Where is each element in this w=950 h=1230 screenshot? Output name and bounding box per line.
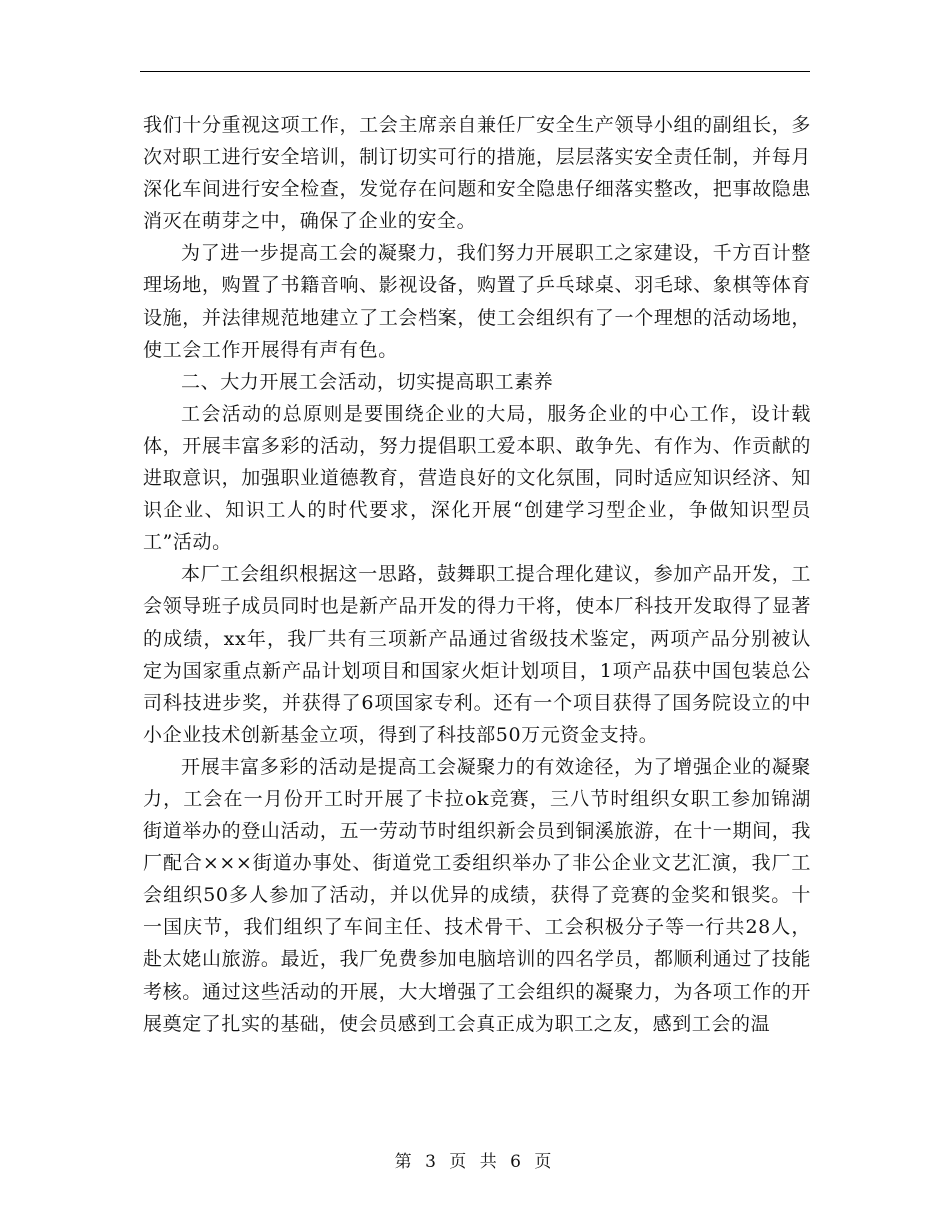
section-heading-union-activities: 二、大力开展工会活动，切实提高职工素养 <box>181 370 554 393</box>
header-rule <box>140 71 810 72</box>
paragraph-activity-principles: 工会活动的总原则是要围绕企业的大局，服务企业的中心工作，设计载体，开展丰富多彩的活动，努力提倡职工爱本职、敢争先、有作为、作贡献的进取意识，加强职业道德教育，营造良好的文化氛围，同时适应知识经济、知识企业、知识工人的时代要求，深化开展“创建学习型企业，争做知识型员工”活动。 <box>143 402 811 554</box>
paragraph-product-development: 本厂工会组织根据这一思路，鼓舞职工提合理化建议，参加产品开发，工会领导班子成员同时也是新产品开发的得力干将，使本厂科技开发取得了显著的成绩，xx年，我厂共有三项新产品通过省级技术鉴定，两项产品分别被认定为国家重点新产品计划项目和国家火炬计划项目，1项产品获中国包装总公司科技进步奖，并获得了6项国家专利。还有一个项目获得了国务院设立的中小企业技术创新基金立项，得到了科技部50万元资金支持。 <box>143 563 811 746</box>
paragraph-workers-home: 为了进一步提高工会的凝聚力，我们努力开展职工之家建设，千方百计整理场地，购置了书籍音响、影视设备，购置了乒乓球桌、羽毛球、象棋等体育设施，并法律规范地建立了工会档案，使工会组织有了一个理想的活动场地，使工会工作开展得有声有色。 <box>143 242 811 361</box>
paragraph-cultural-activities: 开展丰富多彩的活动是提高工会凝聚力的有效途径，为了增强企业的凝聚力，工会在一月份开工时开展了卡拉ok竞赛，三八节时组织女职工参加锦湖街道举办的登山活动，五一劳动节时组织新会员到铜溪旅游，在十一期间，我厂配合×××街道办事处、街道党工委组织举办了非公企业文艺汇演，我厂工会组织50多人参加了活动，并以优异的成绩，获得了竞赛的金奖和银奖。十一国庆节，我们组织了车间主任、技术骨干、工会积极分子等一行共28人，赴太姥山旅游。最近，我厂免费参加电脑培训的四名学员，都顺利通过了技能考核。通过这些活动的开展，大大增强了工会组织的凝聚力，为各项工作的开展奠定了扎实的基础，使会员感到工会真正成为职工之友，感到工会的温 <box>143 755 811 1035</box>
paragraph-safety-work: 我们十分重视这项工作，工会主席亲自兼任厂安全生产领导小组的副组长，多次对职工进行安全培训，制订切实可行的措施，层层落实安全责任制，并每月深化车间进行安全检查，发觉存在问题和安全隐患仔细落实整改，把事故隐患消灭在萌芽之中，确保了企业的安全。 <box>143 114 811 233</box>
page-number-footer: 第 3 页 共 6 页 <box>394 1152 556 1172</box>
document-body <box>143 109 811 1040</box>
